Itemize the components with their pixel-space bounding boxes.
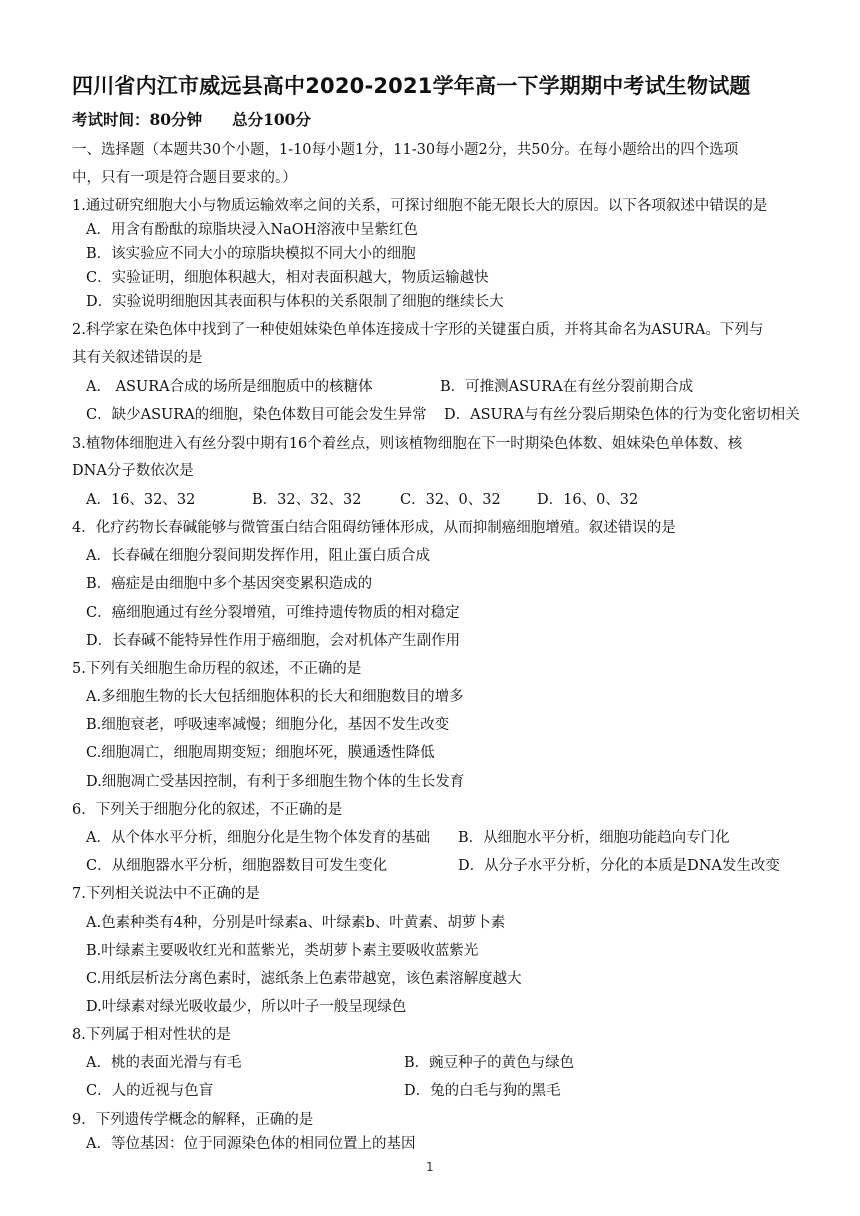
- question-5-option-a: A.多细胞生物的长大包括细胞体积的长大和细胞数目的增多: [86, 689, 464, 705]
- question-2-option-a: A． ASURA合成的场所是细胞质中的核糖体: [86, 379, 373, 395]
- question-3-stem-cont: DNA分子数依次是: [72, 463, 194, 479]
- question-1-option-a: A．用含有酚酞的琼脂块浸入NaOH溶液中呈紫红色: [86, 222, 418, 238]
- question-8-option-b: B．豌豆种子的黄色与绿色: [404, 1055, 575, 1071]
- question-2-option-d: D．ASURA与有丝分裂后期染色体的行为变化密切相关: [444, 407, 800, 423]
- question-5-option-b: B.细胞衰老，呼吸速率减慢；细胞分化，基因不发生改变: [86, 717, 450, 733]
- question-8-option-a: A．桃的表面光滑与有毛: [86, 1055, 242, 1071]
- question-5-stem: 5.下列有关细胞生命历程的叙述，不正确的是: [72, 661, 362, 677]
- section-header-cont: 中，只有一项是符合题目要求的。）: [72, 170, 297, 186]
- question-1-stem: 1.通过研究细胞大小与物质运输效率之间的关系，可探讨细胞不能无限长大的原因。以下各项叙述中错误的是: [72, 198, 768, 214]
- question-3-option-a: A．16、32、32: [86, 492, 196, 508]
- question-1-option-d: D．实验说明细胞因其表面积与体积的关系限制了细胞的继续长大: [86, 294, 504, 310]
- question-7-option-d: D.叶绿素对绿光吸收最少，所以叶子一般呈现绿色: [86, 999, 407, 1015]
- exam-info: [72, 108, 311, 130]
- question-3-option-b: B．32、32、32: [252, 492, 362, 508]
- question-3-option-d: D．16、0、32: [537, 492, 639, 508]
- question-1-option-b: B．该实验应不同大小的琼脂块模拟不同大小的细胞: [86, 246, 416, 262]
- exam-time: 考试时间：80分钟: [72, 110, 203, 129]
- question-2-stem-cont: 其有关叙述错误的是: [72, 350, 203, 366]
- section-header: 一、选择题（本题共30个小题，1-10每小题1分，11-30每小题2分，共50分。在每小题给出的四个选项: [72, 142, 739, 158]
- question-2-option-b: B．可推测ASURA在有丝分裂前期合成: [440, 379, 694, 395]
- page-title: 四川省内江市威远县高中2020-2021学年高一下学期期中考试生物试题: [72, 74, 751, 98]
- question-4-option-d: D．长春碱不能特异性作用于癌细胞，会对机体产生副作用: [86, 633, 461, 649]
- question-7-option-a: A.色素种类有4种，分别是叶绿素a、叶绿素b、叶黄素、胡萝卜素: [86, 915, 506, 931]
- question-7-option-b: B.叶绿素主要吸收红光和蓝紫光，类胡萝卜素主要吸收蓝紫光: [86, 943, 479, 959]
- question-6-option-b: B．从细胞水平分析，细胞功能趋向专门化: [458, 830, 730, 846]
- total-score: 总分100分: [232, 110, 311, 129]
- question-5-option-c: C.细胞凋亡，细胞周期变短；细胞坏死，膜通透性降低: [86, 745, 435, 761]
- question-6-option-d: D．从分子水平分析，分化的本质是DNA发生改变: [458, 858, 780, 874]
- page-number: 1: [426, 1160, 434, 1174]
- question-9-stem: 9．下列遗传学概念的解释，正确的是: [72, 1112, 314, 1128]
- question-6-stem: 6．下列关于细胞分化的叙述，不正确的是: [72, 802, 343, 818]
- question-3-stem: 3.植物体细胞进入有丝分裂中期有16个着丝点，则该植物细胞在下一时期染色体数、姐妹染色单体数、核: [72, 436, 743, 452]
- question-4-option-b: B．癌症是由细胞中多个基因突变累积造成的: [86, 576, 373, 592]
- question-2-option-c: C．缺少ASURA的细胞，染色体数目可能会发生异常: [86, 407, 427, 423]
- question-8-option-c: C．人的近视与色盲: [86, 1083, 214, 1099]
- question-4-option-c: C．癌细胞通过有丝分裂增殖，可维持遗传物质的相对稳定: [86, 605, 460, 621]
- question-1-option-c: C．实验证明，细胞体积越大，相对表面积越大，物质运输越快: [86, 270, 489, 286]
- question-2-stem: 2.科学家在染色体中找到了一种使姐妹染色单体连接成十字形的关键蛋白质，并将其命名为ASURA。下列与: [72, 322, 764, 338]
- question-9-option-a: A．等位基因：位于同源染色体的相同位置上的基因: [86, 1136, 416, 1152]
- question-6-option-c: C．从细胞器水平分析，细胞器数目可发生变化: [86, 858, 388, 874]
- question-7-option-c: C.用纸层析法分离色素时，滤纸条上色素带越宽，该色素溶解度越大: [86, 971, 522, 987]
- question-8-option-d: D．兔的白毛与狗的黑毛: [404, 1083, 561, 1099]
- question-3-option-c: C．32、0、32: [400, 492, 501, 508]
- question-5-option-d: D.细胞凋亡受基因控制，有利于多细胞生物个体的生长发育: [86, 774, 465, 790]
- question-6-option-a: A．从个体水平分析，细胞分化是生物个体发育的基础: [86, 830, 430, 846]
- question-7-stem: 7.下列相关说法中不正确的是: [72, 886, 260, 902]
- question-4-stem: 4．化疗药物长春碱能够与微管蛋白结合阻碍纺锤体形成，从而抑制癌细胞增殖。叙述错误的是: [72, 520, 676, 536]
- question-8-stem: 8.下列属于相对性状的是: [72, 1027, 231, 1043]
- question-4-option-a: A．长春碱在细胞分裂间期发挥作用，阻止蛋白质合成: [86, 548, 430, 564]
